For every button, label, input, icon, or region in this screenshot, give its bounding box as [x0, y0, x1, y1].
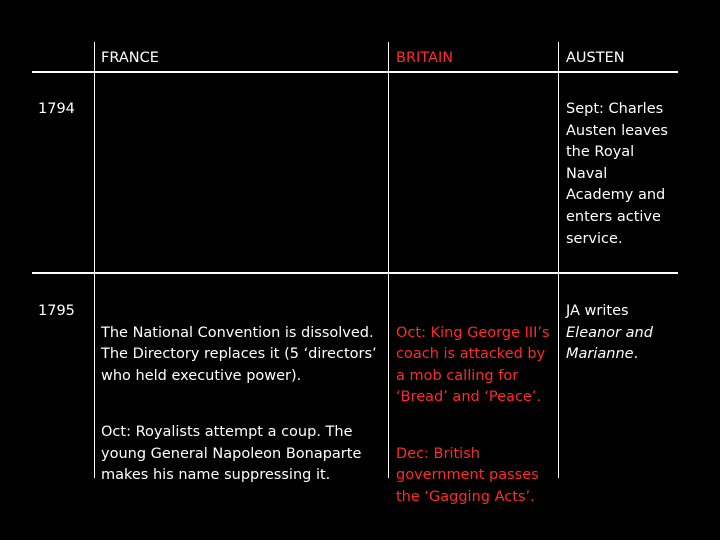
year-1794: 1794: [38, 101, 75, 117]
britain-event-king-coach: Oct: King George III’s coach is attacked by a mob calling for ‘Bread’ and ‘Peace’.: [396, 324, 550, 406]
column-divider-year: [94, 42, 95, 478]
column-divider-britain: [558, 42, 559, 478]
france-event-royalist-coup: Oct: Royalists attempt a coup. The young General Napoleon Bonaparte makes his name suppressing it.: [101, 423, 362, 484]
austen-event-prefix: JA writes: [566, 303, 629, 319]
header-britain: BRITAIN: [396, 50, 454, 66]
year-1795: 1795: [38, 303, 75, 319]
header-france: FRANCE: [101, 50, 159, 66]
row-divider: [32, 272, 678, 274]
britain-event-gagging-acts: Dec: British government passes the ‘Gagging Acts’.: [396, 445, 539, 505]
austen-event-1794: Sept: Charles Austen leaves the Royal Naval Academy and enters active service.: [566, 101, 668, 247]
france-events-1795: [101, 301, 377, 508]
column-divider-france: [388, 42, 389, 478]
austen-event-suffix: .: [633, 346, 639, 363]
header-divider: [32, 71, 678, 73]
britain-events-1795: [396, 301, 550, 530]
austen-event-1795: [566, 301, 653, 366]
france-event-convention: The National Convention is dissolved. The Directory replaces it (5 ‘directors’ who held executive power).: [101, 324, 377, 384]
austen-work-title: Eleanor and Marianne: [566, 324, 653, 363]
header-austen: AUSTEN: [566, 50, 625, 66]
